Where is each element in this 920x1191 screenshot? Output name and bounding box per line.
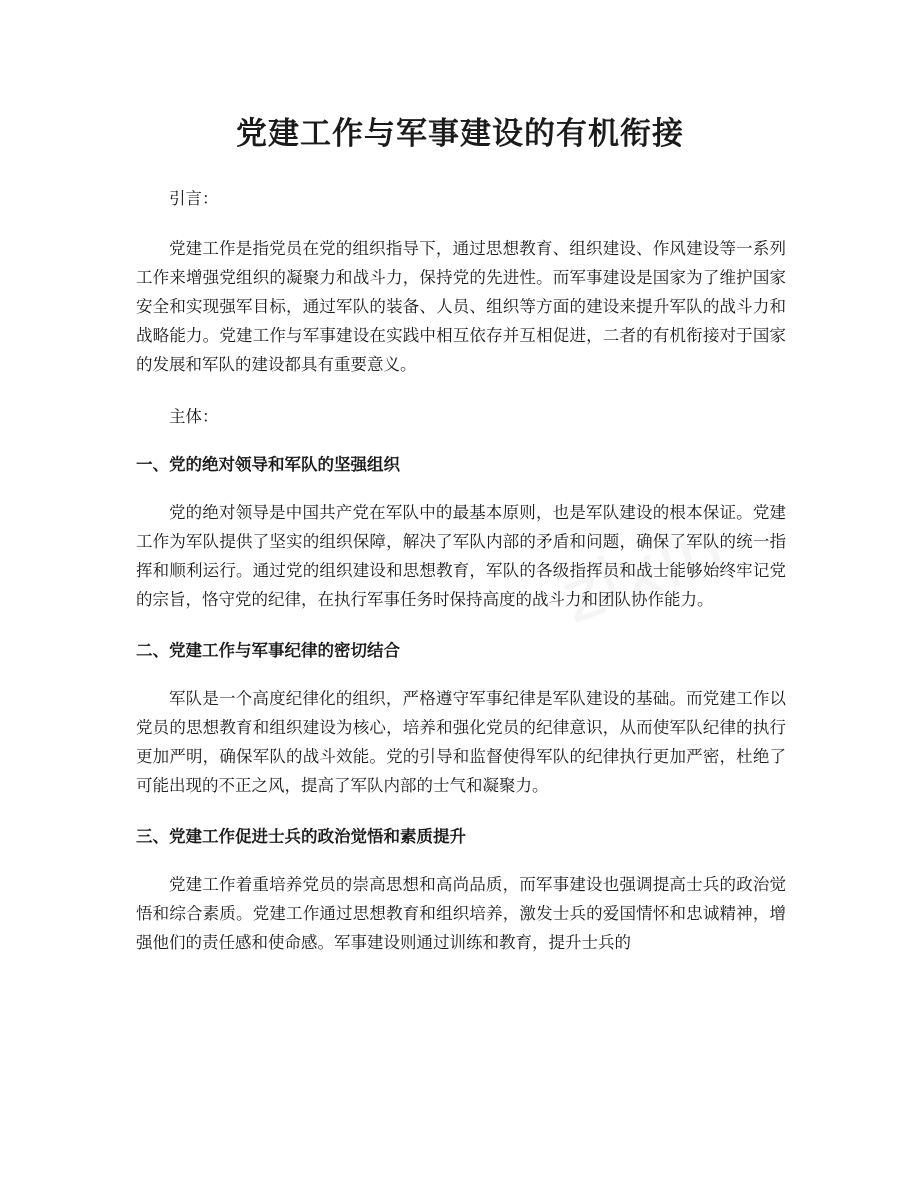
section-heading-1: 一、党的绝对领导和军队的坚强组织 bbox=[136, 455, 400, 474]
body-label: 主体： bbox=[169, 407, 219, 426]
document-title: 党建工作与军事建设的有机衔接 bbox=[236, 116, 684, 152]
section-heading-3: 三、党建工作促进士兵的政治觉悟和素质提升 bbox=[136, 827, 466, 846]
section-paragraph-3: 党建工作着重培养党员的崇高思想和高尚品质，而军事建设也强调提高士兵的政治觉悟和综合素质。党建工作通过思想教育和组织培养，激发士兵的爱国情怀和忠诚精神，增强他们的责任感和使命感。军事建设则通过训练和教育，提升士兵的 bbox=[136, 875, 786, 952]
document-body bbox=[136, 184, 786, 957]
intro-label: 引言： bbox=[169, 189, 219, 208]
section-heading-2: 二、党建工作与军事纪律的密切结合 bbox=[136, 641, 400, 660]
section-paragraph-2: 军队是一个高度纪律化的组织，严格遵守军事纪律是军队建设的基础。而党建工作以党员的思想教育和组织建设为核心，培养和强化党员的纪律意识，从而使军队纪律的执行更加严明，确保军队的战斗效能。党的引导和监督使得军队的纪律执行更加严密，杜绝了可能出现的不正之风，提高了军队内部的士气和凝聚力。 bbox=[136, 689, 786, 795]
section-paragraph-1: 党的绝对领导是中国共产党在军队中的最基本原则，也是军队建设的根本保证。党建工作为军队提供了坚实的组织保障，解决了军队内部的矛盾和问题，确保了军队的统一指挥和顺利运行。通过党的组织建设和思想教育，军队的各级指挥员和战士能够始终牢记党的宗旨，恪守党的纪律，在执行军事任务时保持高度的战斗力和团队协作能力。 bbox=[136, 503, 786, 609]
intro-paragraph: 党建工作是指党员在党的组织指导下，通过思想教育、组织建设、作风建设等一系列工作来增强党组织的凝聚力和战斗力，保持党的先进性。而军事建设是国家为了维护国家安全和实现强军目标，通过军队的装备、人员、组织等方面的建设来提升军队的战斗力和战略能力。党建工作与军事建设在实践中相互依存并互相促进，二者的有机衔接对于国家的发展和军队的建设都具有重要意义。 bbox=[136, 239, 786, 374]
